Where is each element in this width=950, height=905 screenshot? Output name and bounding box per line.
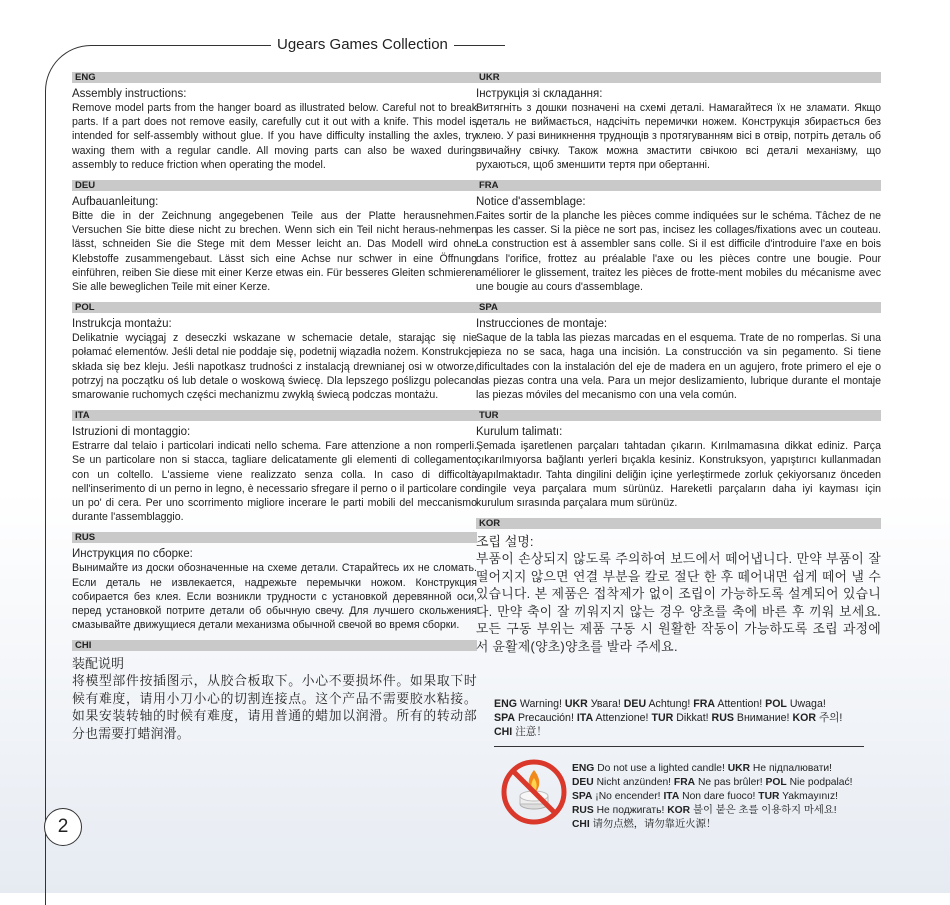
warning-text: Yakmayınız! — [782, 791, 839, 802]
section-title: Instrukcja montażu: — [72, 318, 172, 331]
section-language-code: ENG — [72, 72, 477, 83]
section-title: 装配说明 — [72, 656, 125, 672]
section-ita — [72, 410, 477, 524]
warning-text: Achtung! — [648, 698, 691, 710]
section-body: Faites sortir de la planche les pièces comme indiquées sur le schéma. Tâchez de ne pas les casser. Si la pièce ne sort pas, incisez les collages/fixations avec un couteau. La construction est à assembler sans colle. Si il est difficile d'introduire l'axe en bois dans l'orifice, frottez au préalable l'axe ou les pièces contre une bougie. Pour améliorer le glissement, traitez les pièces de frotte-ment mobiles du mécanisme avec une bougie au cours d'assemblage. — [476, 210, 881, 294]
section-language-code: ITA — [72, 410, 477, 421]
warning-text: Не поджигать! — [596, 805, 665, 816]
section-body: Estrarre dal telaio i particolari indicati nello schema. Fare attenzione a non romperli. Se un particolare non si stacca, tagliare delicatamente gli elementi di collegamento con un coltello. L'assieme viene realizzato senza colla. In caso di difficoltà nell'inserimento di un perno in legno, è necessario sfregare il perno o il particolare con un po' di cera. Per uno scorrimento migliore incerare le parti mobili del meccanismo durante l'assemblaggio. — [72, 440, 477, 524]
section-language-code: CHI — [72, 640, 477, 651]
section-ukr — [476, 72, 881, 172]
section-language-code: RUS — [72, 532, 477, 543]
warning-text: Warning! — [519, 698, 562, 710]
section-language-code: FRA — [476, 180, 881, 191]
warning-text: Non dare fuoco! — [682, 791, 756, 802]
section-language-code: KOR — [476, 518, 881, 529]
warning-text: 불이 붙은 초를 이용하지 마세요! — [693, 805, 837, 816]
warning-divider — [494, 746, 864, 747]
warning-text: Uwaga! — [789, 698, 826, 710]
section-language-code: SPA — [476, 302, 881, 313]
warning-language-code: CHI — [494, 726, 513, 738]
warning-text: Attenzione! — [595, 712, 649, 724]
section-body: 将模型部件按插图示，从胶合板取下。小心不要损坏件。如果取下时候有难度，请用小刀小心的切割连接点。这个产品不需要胶水粘接。如果安装转轴的时候有难度，请用普通的蜡加以润滑。所有的转动部分也需要打蜡润滑。 — [72, 673, 477, 741]
warning-language-code: CHI — [572, 819, 590, 830]
warning-text: 注意！ — [515, 726, 547, 738]
warning-notice — [494, 697, 869, 739]
section-pol — [72, 302, 477, 402]
section-language-code: UKR — [476, 72, 881, 83]
warning-text: Не підпалювати! — [752, 763, 833, 774]
warning-text: Precaución! — [517, 712, 574, 724]
section-eng — [72, 72, 477, 172]
section-rus — [72, 532, 477, 632]
warning-language-code: ENG — [494, 698, 517, 710]
warning-language-code: SPA — [572, 791, 593, 802]
warning-language-code: ENG — [572, 763, 595, 774]
warning-text: Увага! — [590, 698, 621, 710]
warning-text: Nie podpalać! — [789, 777, 853, 788]
warning-text: Ne pas brûler! — [697, 777, 763, 788]
warning-language-code: UKR — [727, 763, 751, 774]
section-body: Saque de la tabla las piezas marcadas en el esquema. Trate de no romperlas. Si una pieza no se saca, haga una incisión. La construcción va sin pegamento. Si tiene dificultades con la instalación del eje de madera en un agujero, frote primero el eje o las piezas contra una vela. Para un mejor deslizamiento, lubrique durante el montaje las piezas móviles del mecanismo con una vela común. — [476, 332, 881, 402]
warning-language-code: POL — [765, 777, 787, 788]
warning-text: Внимание! — [736, 712, 790, 724]
section-title: Istruzioni di montaggio: — [72, 426, 191, 439]
warning-language-code: KOR — [792, 712, 816, 724]
section-tur — [476, 410, 881, 510]
warning-language-code: SPA — [494, 712, 515, 724]
collection-title: Ugears Games Collection — [271, 36, 454, 53]
warning-line — [494, 711, 869, 725]
warning-line — [494, 697, 869, 711]
section-body: Delikatnie wyciągaj z deseczki wskazane w schemacie detale, starając się nie połamać elementów. Jeśli detal nie poddaje się, podetnij wiązadła nożem. Konstrukcje składa się bez kleju. Jeśli napotkasz trudności z instalacją drewnianej osi w otworze, potrzyj na początku oś lub detale o woskową świecę. Dla lepszego poślizgu polecano smarowanie ruchomych części mechanizmu zwykłą świecą podczas montażu. — [72, 332, 477, 402]
section-kor — [476, 518, 881, 655]
section-title: Aufbauanleitung: — [72, 196, 159, 209]
warning-text: Nicht anzünden! — [596, 777, 672, 788]
section-title: Kurulum talimatı: — [476, 426, 563, 439]
warning-line — [494, 725, 869, 739]
warning-language-code: RUS — [711, 712, 734, 724]
section-deu — [72, 180, 477, 294]
warning-line — [572, 776, 872, 790]
section-body: Вынимайте из доски обозначенные на схеме детали. Старайтесь их не сломать. Если деталь не извлекается, надрежьте перемычки ножом. Конструкция собирается без клея. Если возникли трудности с установкой деревянной оси, перед установкой потрите детали об обычную свечу. Для лучшего скольжения смазывайте движущиеся детали механизма обычной свечой во время сборки. — [72, 562, 477, 632]
page-number: 2 — [44, 808, 82, 846]
warning-language-code: TUR — [758, 791, 780, 802]
fire-warning-notice — [572, 762, 872, 832]
section-language-code: DEU — [72, 180, 477, 191]
left-column — [72, 72, 477, 750]
section-body: Bitte die in der Zeichnung angegebenen Teile aus der Platte herausnehmen. Versuchen Sie bitte diese nicht zu brechen. Wenn sich ein Teil nicht heraus-nehmen lässt, schneiden Sie die Stege mit dem Messer leicht an. Das Modell wird ohne Klebstoffe zusammengebaut. Lässt sich eine Achse nur schwer in eine Öffnung einführen, reiben Sie diese mit einer Kerze etwas ein. Für besseres Gleiten schmieren Sie alle beweglichen Teile mit einer Kerze. — [72, 210, 477, 294]
right-column — [476, 72, 881, 663]
section-title: Assembly instructions: — [72, 88, 187, 100]
warning-text: Do not use a lighted candle! — [597, 763, 725, 774]
section-title: 조립 설명: — [476, 534, 534, 550]
warning-language-code: POL — [765, 698, 787, 710]
warning-line — [572, 818, 872, 832]
warning-line — [572, 804, 872, 818]
section-language-code: POL — [72, 302, 477, 313]
warning-text: ¡No encender! — [595, 791, 661, 802]
section-fra — [476, 180, 881, 294]
section-title: Notice d'assemblage: — [476, 196, 586, 209]
warning-language-code: KOR — [667, 805, 691, 816]
section-chi — [72, 640, 477, 742]
section-title: Інструкція зі складання: — [476, 88, 603, 100]
warning-text: 请勿点燃，请勿靠近火源！ — [592, 819, 717, 830]
warning-line — [572, 762, 872, 776]
warning-text: 주의! — [818, 712, 843, 724]
warning-language-code: FRA — [673, 777, 696, 788]
warning-line — [572, 790, 872, 804]
warning-language-code: DEU — [623, 698, 647, 710]
section-body: 부품이 손상되지 않도록 주의하여 보드에서 떼어냅니다. 만약 부품이 잘 떨어지지 않으면 연결 부분을 칼로 절단 한 후 떼어내면 쉽게 떼어 낼 수 있습니다. 본 제품은 접착제가 없이 조립이 가능하도록 설계되어 있습니다. 만약 축이 잘 끼워지지 않는 경우 양초를 축에 바른 후 끼워 보세요. 모든 구동 부위는 제품 구동 시 원활한 작동이 가능하도록 조립 과정에서 윤활제(양초)양초를 발라 주세요. — [476, 551, 881, 654]
warning-text: Dikkat! — [676, 712, 709, 724]
warning-text: Attention! — [717, 698, 763, 710]
no-candle-flame-icon — [500, 758, 568, 826]
warning-language-code: TUR — [651, 712, 674, 724]
warning-language-code: ITA — [663, 791, 680, 802]
warning-language-code: UKR — [564, 698, 588, 710]
warning-language-code: ITA — [576, 712, 594, 724]
section-body: Витягніть з дошки позначені на схемі деталі. Намагайтеся їх не зламати. Якщо деталь не виймається, надсічіть перемички ножем. Конструкція збирається без клею. У разі виникнення труднощів з протягуванням вісі в отвір, потріть деталь об звичайну свічку. Також можна змастити свічкою всі деталі механізму, що рухаються, щоб зменшити тертя при обертанні. — [476, 102, 881, 171]
section-language-code: TUR — [476, 410, 881, 421]
section-body: Şemada işaretlenen parçaları tahtadan çıkarın. Kırılmamasına dikkat ediniz. Parça çıkarılmıyorsa bağlantı yerleri bıçakla kesiniz. Konstruksyon, yapıştırıcı kullanmadan yapılmaktadır. Tahta dingilini deliğin içine yerleştirmede zorluk çekiyorsanız önceden dingile veya parçalara mum sürünüz. Hareketli parçaların daha iyi kayması için kurulum sırasında parçalara mum sürünüz. — [476, 440, 881, 510]
warning-language-code: RUS — [572, 805, 594, 816]
section-title: Instrucciones de montaje: — [476, 318, 608, 331]
warning-language-code: FRA — [693, 698, 716, 710]
section-body: Remove model parts from the hanger board as illustrated below. Careful not to break parts. If a part does not remove easily, carefully cut it out with a knife. This model is intended for self-assembly without glue. If you have difficulty installing the axles, try waxing them with a regular candle. All moving parts can also be waxed during assembly to reduce friction when operating the model. — [72, 102, 477, 171]
warning-language-code: DEU — [572, 777, 594, 788]
section-spa — [476, 302, 881, 402]
section-title: Инструкция по сборке: — [72, 548, 193, 561]
